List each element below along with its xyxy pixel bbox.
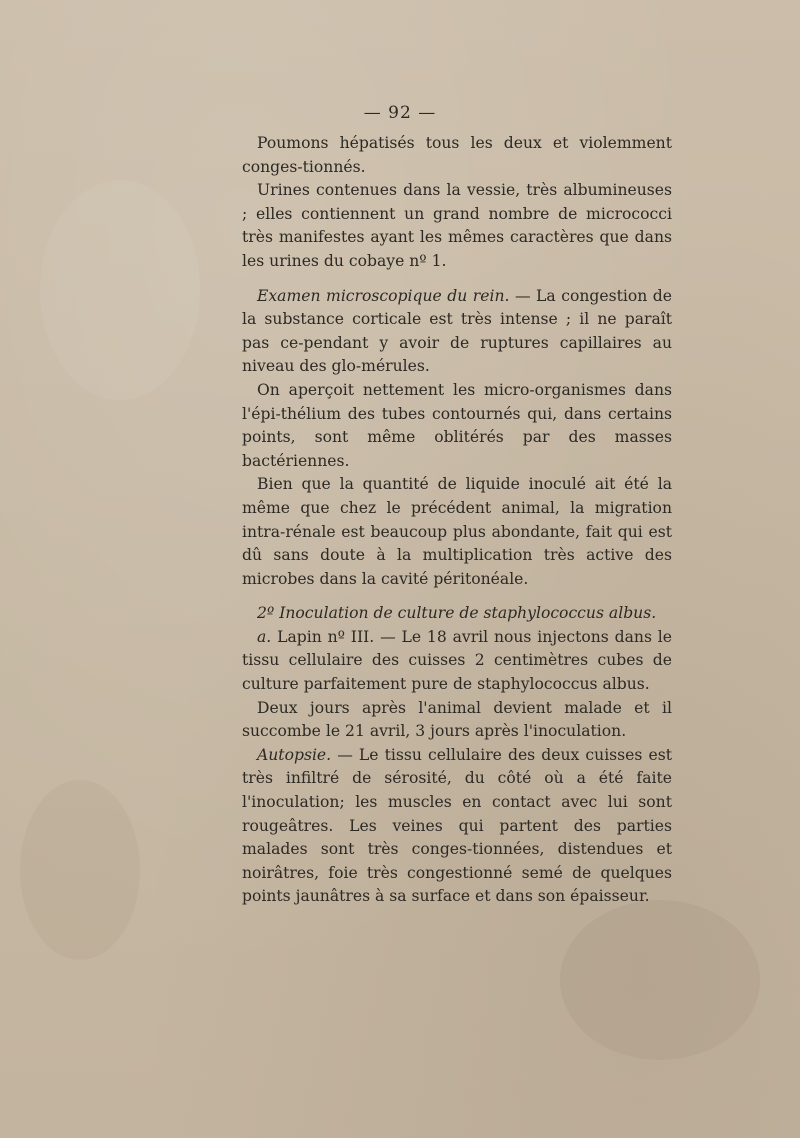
paragraph-text: On aperçoit nettement les micro-organismes dans l'épi-thélium des tubes contournés qui, dans certains points, sont même oblitérés par des masses bactériennes.: [242, 380, 672, 470]
paragraph-text: — Le tissu cellulaire des deux cuisses est très infiltré de sérosité, du côté où a été faite l'inoculation; les muscles en contact avec lui sont rougeâtres. Les veines qui partent des parties malades sont très conges-tionnées, distendues et noirâtres, foie très congestionné semé de quelques points jaunâtres à sa surface et dans son épaisseur.: [242, 745, 672, 906]
paragraph: [242, 285, 672, 379]
paper-stain: [20, 780, 140, 960]
section-heading-text: 2º Inoculation de culture de staphylococcus albus.: [257, 604, 657, 623]
paragraph-lead: a.: [257, 627, 272, 646]
paragraph-text: Lapin nº III. — Le 18 avril nous injectons dans le tissu cellulaire des cuisses 2 centimètres cubes de culture parfaitement pure de staphylococcus albus.: [242, 627, 672, 694]
paragraph-lead: Examen microscopique du rein.: [257, 286, 510, 305]
paragraph: [242, 744, 672, 909]
paragraph: [242, 626, 672, 697]
body-text: [242, 132, 672, 909]
paragraph-text: Deux jours après l'animal devient malade et il succombe le 21 avril, 3 jours après l'inoculation.: [242, 698, 672, 741]
paragraph: [242, 132, 672, 179]
paragraph: [242, 697, 672, 744]
paragraph: [242, 379, 672, 473]
paragraph-text: Bien que la quantité de liquide inoculé ait été la même que chez le précédent animal, la migration intra-rénale est beaucoup plus abondante, fait qui est dû sans doute à la multiplication très active des microbes dans la cavité péritonéale.: [242, 475, 672, 588]
paragraph-text: Poumons hépatisés tous les deux et violemment conges-tionnés.: [242, 134, 672, 176]
paragraph-lead: Autopsie.: [257, 745, 332, 764]
paragraph-text: — La congestion de la substance corticale est très intense ; il ne paraît pas ce-pendant y avoir de ruptures capillaires au niveau des glo-mérules.: [242, 286, 672, 376]
section-heading: [242, 602, 672, 626]
page-number: — 92 —: [363, 103, 437, 123]
paragraph: [242, 473, 672, 591]
paper-stain: [560, 900, 760, 1060]
paper-stain: [40, 180, 200, 400]
paragraph-text: Urines contenues dans la vessie, très albumineuses ; elles contiennent un grand nombre de micrococci très manifestes ayant les mêmes caractères que dans les urines du cobaye nº 1.: [242, 181, 672, 270]
paragraph: [242, 179, 672, 273]
